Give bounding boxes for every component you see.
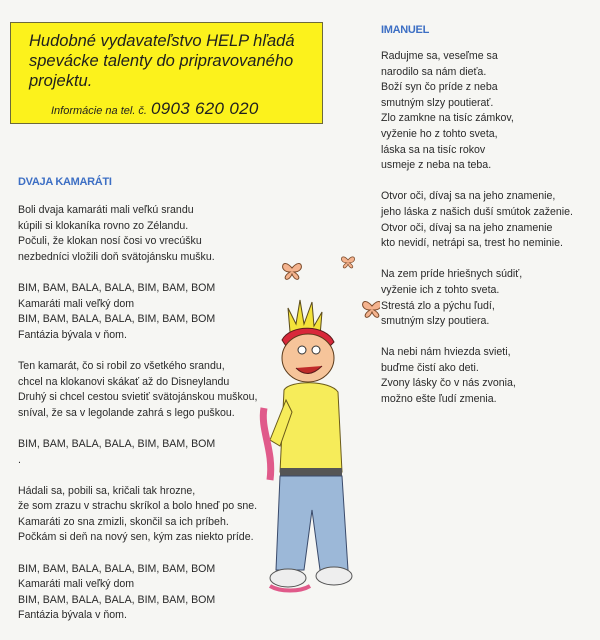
- lyric-line: Druhý si chcel cestou svietiť svätojánskou muškou,: [18, 391, 258, 404]
- ad-line: spevácke talenty do pripravovaného: [29, 52, 294, 70]
- stanza: [381, 49, 573, 174]
- lyric-line: kto nevidí, netrápi sa, trest ho neminie.: [381, 237, 563, 250]
- lyric-line: Hádali sa, pobili sa, kričali tak hrozne,: [18, 484, 196, 497]
- stanza: [18, 203, 258, 265]
- lyric-line: Na zem príde hriešnych súdiť,: [381, 268, 523, 281]
- lyric-line: Boli dvaja kamaráti mali veľkú srandu: [18, 204, 194, 216]
- ad-info-label: Informácie na tel. č.: [51, 105, 147, 117]
- stanza: [18, 562, 258, 624]
- lyric-line: Kamaráti mali veľký dom: [18, 297, 135, 310]
- lyric-line: BIM, BAM, BALA, BALA, BIM, BAM, BOM: [18, 437, 216, 450]
- stanza: [18, 484, 258, 546]
- lyric-line: Na nebi nám hviezda svieti,: [381, 346, 511, 359]
- lyric-line: že som zrazu v strachu skríkol a bolo hneď po sne.: [18, 500, 258, 513]
- lyric-line: buďme čistí ako deti.: [381, 361, 479, 374]
- left-song-title: DVAJA KAMARÁTI: [18, 176, 112, 188]
- stanza: [18, 359, 258, 421]
- lyric-line: láska sa na tisíc rokov: [381, 143, 486, 156]
- lyric-line: narodilo sa nám dieťa.: [381, 65, 487, 78]
- lyric-line: BIM, BAM, BALA, BALA, BIM, BAM, BOM: [18, 281, 216, 294]
- lyric-line: jeho láska z našich duší smútok zaženie.: [381, 205, 573, 218]
- lyric-line: nezbedníci vložili doň svätojánsku mušku.: [18, 250, 215, 263]
- left-song-lyrics: [18, 203, 258, 640]
- lyric-line: vyženie ho z tohto sveta,: [381, 127, 498, 140]
- ad-line: projektu.: [29, 72, 93, 90]
- butterfly-icon: [283, 264, 302, 280]
- ad-phone: 0903 620 020: [151, 99, 259, 118]
- lyric-line: Fantázia bývala v ňom.: [18, 328, 127, 341]
- lyric-line: Strestá zlo a pýchu ľudí,: [381, 299, 495, 312]
- lyric-line: vyženie ich z tohto sveta.: [381, 283, 500, 296]
- lyric-line: Otvor oči, dívaj sa na jeho znamenie: [381, 221, 553, 234]
- lyric-line: Radujme sa, veseľme sa: [381, 50, 498, 62]
- lyric-line: chcel na klokanovi skákať až do Disneylandu: [18, 375, 230, 388]
- lyric-line: .: [18, 453, 21, 466]
- lyric-line: Počkám si deň na nový sen, kým zas niekto príde.: [18, 531, 254, 544]
- stanza: [381, 189, 573, 251]
- butterfly-icon: [341, 257, 354, 268]
- lyric-line: Počuli, že klokan nosí čosi vo vrecúšku: [18, 235, 202, 248]
- lyric-line: smutným slzy poutierať.: [381, 96, 494, 109]
- lyric-line: možno ešte ľudí zmenia.: [381, 393, 497, 406]
- stanza: [381, 267, 573, 329]
- lyric-line: Boží syn čo príde z neba: [381, 81, 498, 94]
- lyric-line: smutným slzy poutiera.: [381, 315, 490, 328]
- lyric-line: Kamaráti mali veľký dom: [18, 578, 135, 591]
- ad-headline: [29, 31, 295, 91]
- lyric-line: Ten kamarát, čo si robil zo všetkého srandu,: [18, 359, 225, 372]
- right-song-lyrics: [381, 49, 573, 423]
- lyric-line: Otvor oči, dívaj sa na jeho znamenie,: [381, 190, 556, 203]
- ad-box: [10, 22, 323, 124]
- stanza: [18, 281, 258, 343]
- lyric-line: Kamaráti zo sna zmizli, skončil sa ich príbeh.: [18, 515, 229, 528]
- ad-line: Hudobné vydavateľstvo HELP hľadá: [29, 32, 295, 50]
- lyric-line: kúpili si klokaníka rovno zo Zélandu.: [18, 219, 189, 232]
- stanza: [18, 437, 258, 468]
- lyric-line: BIM, BAM, BALA, BALA, BIM, BAM, BOM: [18, 593, 216, 606]
- lyric-line: BIM, BAM, BALA, BALA, BIM, BAM, BOM: [18, 313, 216, 326]
- lyric-line: BIM, BAM, BALA, BALA, BIM, BAM, BOM: [18, 562, 216, 575]
- stanza: [381, 345, 573, 407]
- cartoon-boy-illustration: [230, 240, 380, 600]
- lyric-line: Fantázia bývala v ňom.: [18, 609, 127, 622]
- lyric-line: sníval, že sa v legolande zahrá s lego puškou.: [18, 406, 235, 419]
- lyric-line: usmeje z neba na teba.: [381, 159, 492, 172]
- lyric-line: Zvony lásky čo v nás zvonia,: [381, 377, 516, 390]
- lyric-line: Zlo zamkne na tisíc zámkov,: [381, 112, 514, 125]
- butterfly-icon: [363, 302, 380, 318]
- ad-contact: [51, 99, 259, 119]
- right-song-title: IMANUEL: [381, 24, 430, 36]
